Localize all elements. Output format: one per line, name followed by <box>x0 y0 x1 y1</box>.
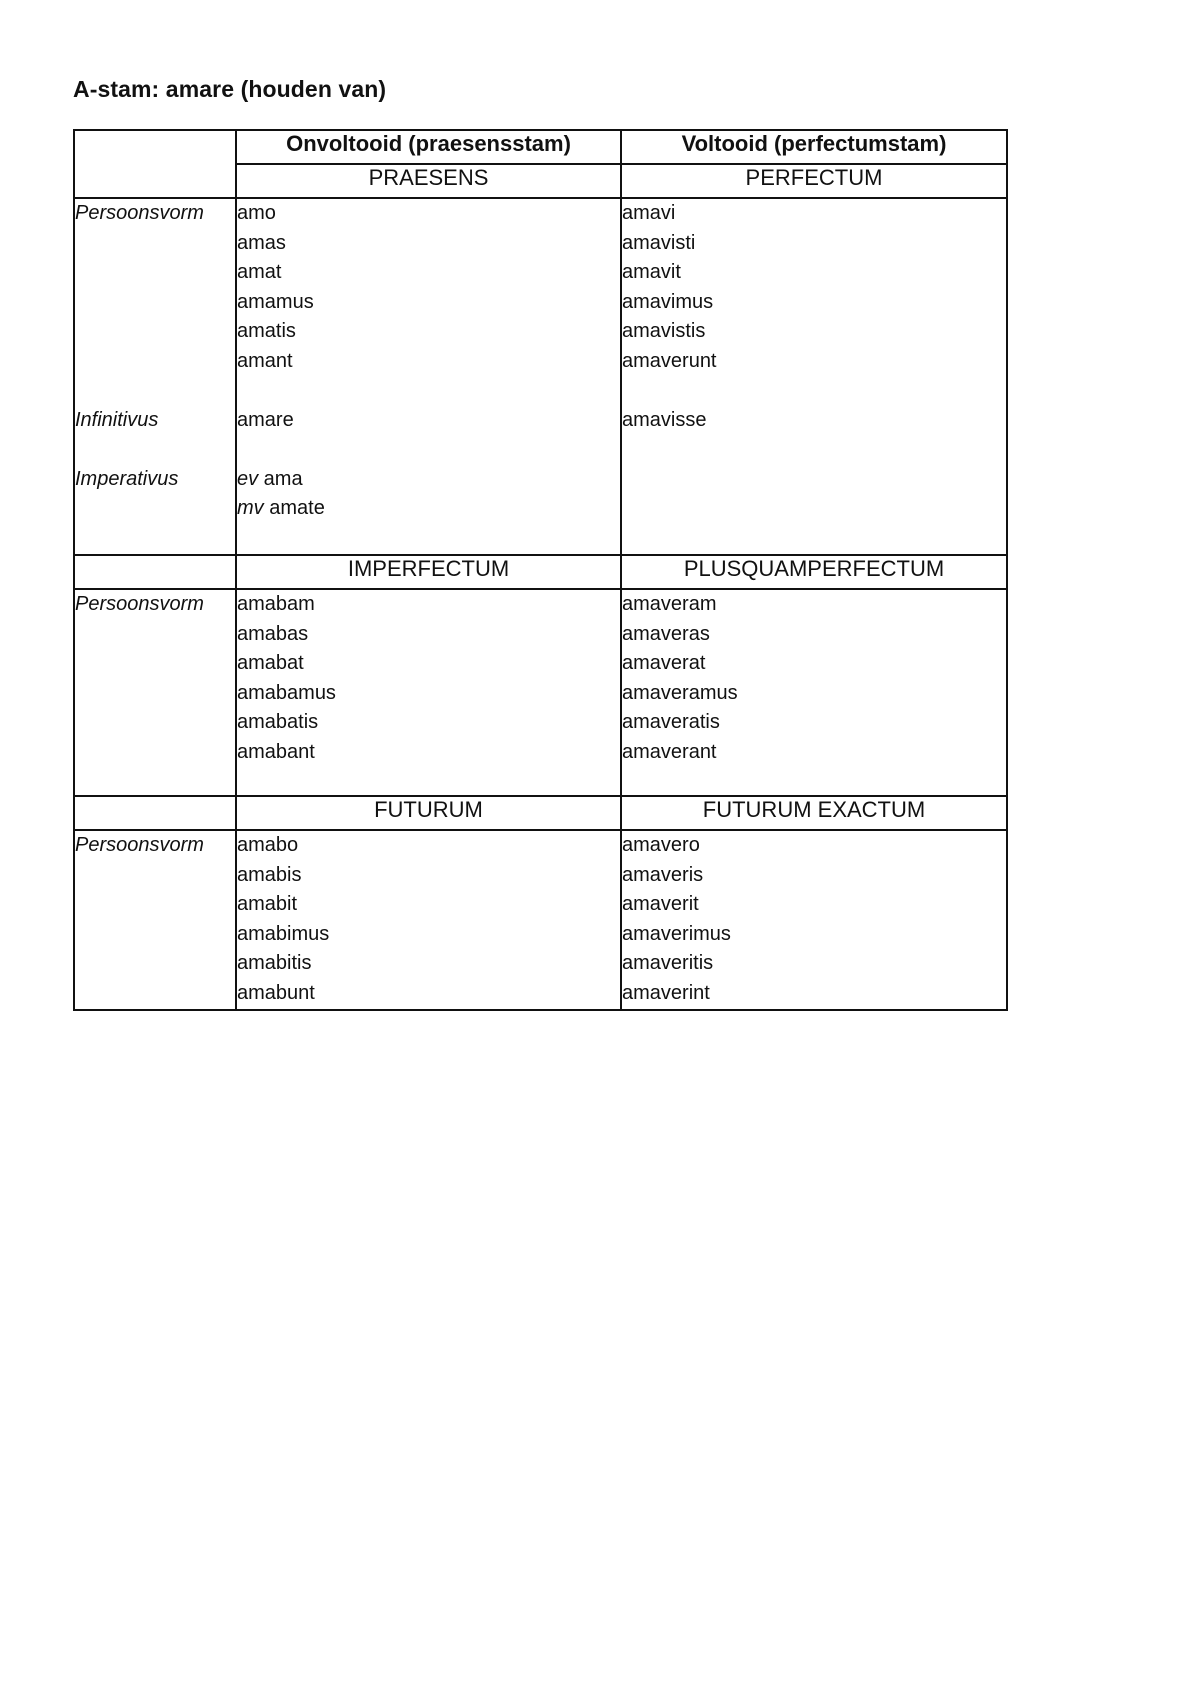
label-persoonsvorm: Persoonsvorm <box>75 834 204 856</box>
perfectum-forms <box>621 198 1007 555</box>
list-item: amaveram <box>622 593 717 615</box>
list-item: amabunt <box>237 981 315 1004</box>
label-persoonsvorm: Persoonsvorm <box>75 202 204 224</box>
empty-label-cell <box>74 796 236 830</box>
list-item: amaveramus <box>622 681 738 704</box>
list-item: amabamus <box>237 681 336 704</box>
list-item: amaveras <box>622 622 710 645</box>
row-labels-1 <box>74 198 236 555</box>
page-title: A-stam: amare (houden van) <box>73 76 387 102</box>
imperativus-mv <box>237 494 620 524</box>
list-item: amabimus <box>237 922 330 945</box>
list-item: amabo <box>237 834 299 856</box>
list-item: amant <box>237 349 293 372</box>
list-item: amaverit <box>622 893 699 915</box>
list-item: amabit <box>237 893 298 915</box>
tense-title-futurum-exactum: FUTURUM EXACTUM <box>621 796 1007 830</box>
imperativus-form: ama <box>258 467 303 490</box>
imperfectum-forms <box>236 589 621 796</box>
row-labels-2 <box>74 589 236 796</box>
tense-title-row-2 <box>74 555 1007 589</box>
list-item: amamus <box>237 290 314 313</box>
futurum-exactum-forms <box>621 830 1007 1010</box>
label-persoonsvorm: Persoonsvorm <box>75 593 204 615</box>
list-item: amabat <box>237 652 304 674</box>
list-item: amavistis <box>622 320 706 342</box>
tense-body-row-3 <box>74 830 1007 1010</box>
tense-title-row-3 <box>74 796 1007 830</box>
list-item: amabant <box>237 740 315 763</box>
row-labels-3 <box>74 830 236 1010</box>
tense-title-futurum: FUTURUM <box>236 796 621 830</box>
list-item: amatis <box>237 320 296 342</box>
empty-label-cell <box>74 555 236 589</box>
list-item: amaverimus <box>622 922 731 945</box>
list-item: amabas <box>237 622 309 645</box>
imperativus-ev <box>237 465 620 495</box>
list-item: amaveritis <box>622 952 714 974</box>
list-item: amavisti <box>622 231 696 254</box>
label-infinitivus: Infinitivus <box>75 408 159 431</box>
imperativus-form: amate <box>263 497 325 519</box>
empty-corner-cell <box>74 130 236 198</box>
number-label: mv <box>237 497 264 519</box>
list-item: amo <box>237 202 276 224</box>
list-item: amavit <box>622 261 681 283</box>
tense-title-imperfectum: IMPERFECTUM <box>236 555 621 589</box>
number-label: ev <box>237 467 259 490</box>
list-item: amaverint <box>622 981 710 1004</box>
praesens-forms <box>236 198 621 555</box>
futurum-forms <box>236 830 621 1010</box>
list-item: amavimus <box>622 290 714 313</box>
header-onvoltooid: Onvoltooid (praesensstam) <box>236 130 621 164</box>
list-item: amaveratis <box>622 711 720 733</box>
list-item: amabis <box>237 863 302 886</box>
list-item: amaverat <box>622 652 706 674</box>
list-item: amabitis <box>237 952 312 974</box>
tense-title-plusquamperfectum: PLUSQUAMPERFECTUM <box>621 555 1007 589</box>
tense-title-perfectum: PERFECTUM <box>621 164 1007 198</box>
header-voltooid: Voltooid (perfectumstam) <box>621 130 1007 164</box>
list-item: amaveris <box>622 863 704 886</box>
list-item: amas <box>237 231 286 254</box>
tense-body-row-1 <box>74 198 1007 555</box>
stem-header-row <box>74 130 1007 164</box>
infinitivus-perfectum: amavisse <box>622 408 707 431</box>
label-imperativus: Imperativus <box>75 467 179 490</box>
list-item: amavi <box>622 202 676 224</box>
list-item: amaverant <box>622 740 717 763</box>
infinitivus-praesens: amare <box>237 408 294 431</box>
conjugation-table <box>73 129 1008 1011</box>
plusquamperfectum-forms <box>621 589 1007 796</box>
tense-title-praesens: PRAESENS <box>236 164 621 198</box>
tense-body-row-2 <box>74 589 1007 796</box>
list-item: amavero <box>622 834 700 856</box>
list-item: amabam <box>237 593 315 615</box>
list-item: amabatis <box>237 711 319 733</box>
list-item: amat <box>237 261 282 283</box>
list-item: amaverunt <box>622 349 717 372</box>
